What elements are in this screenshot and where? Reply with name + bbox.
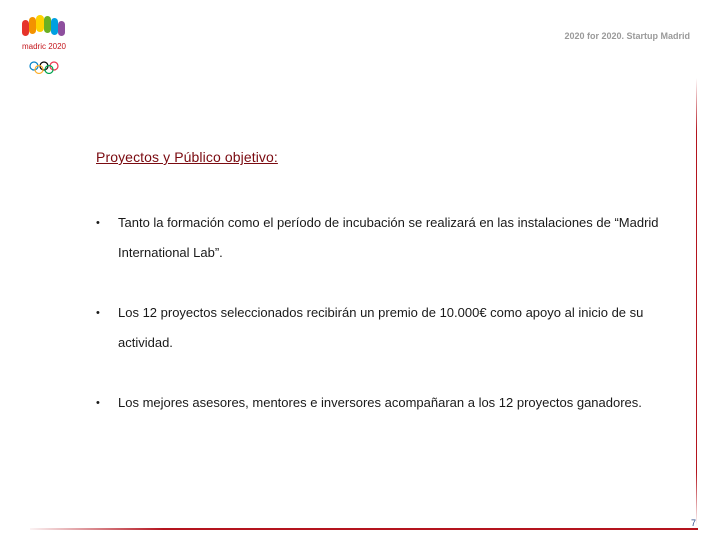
page-number: 7 [690,518,696,528]
bullet-marker: • [96,397,100,409]
bullet-text: Los 12 proyectos seleccionados recibirán un premio de 10.000€ como apoyo al inicio de su actividad. [118,305,644,350]
madrid-2020-logo-graphic [18,14,70,74]
bullet-item [96,298,686,358]
presentation-title: 2020 for 2020. Startup Madrid [564,31,690,41]
section-title: Proyectos y Público objetivo: [96,149,278,165]
bullet-marker: • [96,307,100,319]
bullet-text: Tanto la formación como el período de incubación se realizará en las instalaciones de “Madrid International Lab”. [118,215,659,260]
olympic-rings-icon [30,62,58,74]
bullet-item [96,208,686,268]
right-divider [696,78,697,526]
logo-wordmark: madric 2020 [21,42,67,51]
bullet-list [96,208,686,418]
madrid-2020-logo [18,14,70,74]
bullet-text: Los mejores asesores, mentores e inversores acompañaran a los 12 proyectos ganadores. [118,395,642,410]
bottom-divider [30,528,698,530]
bullet-marker: • [96,217,100,229]
bullet-item [96,388,686,418]
